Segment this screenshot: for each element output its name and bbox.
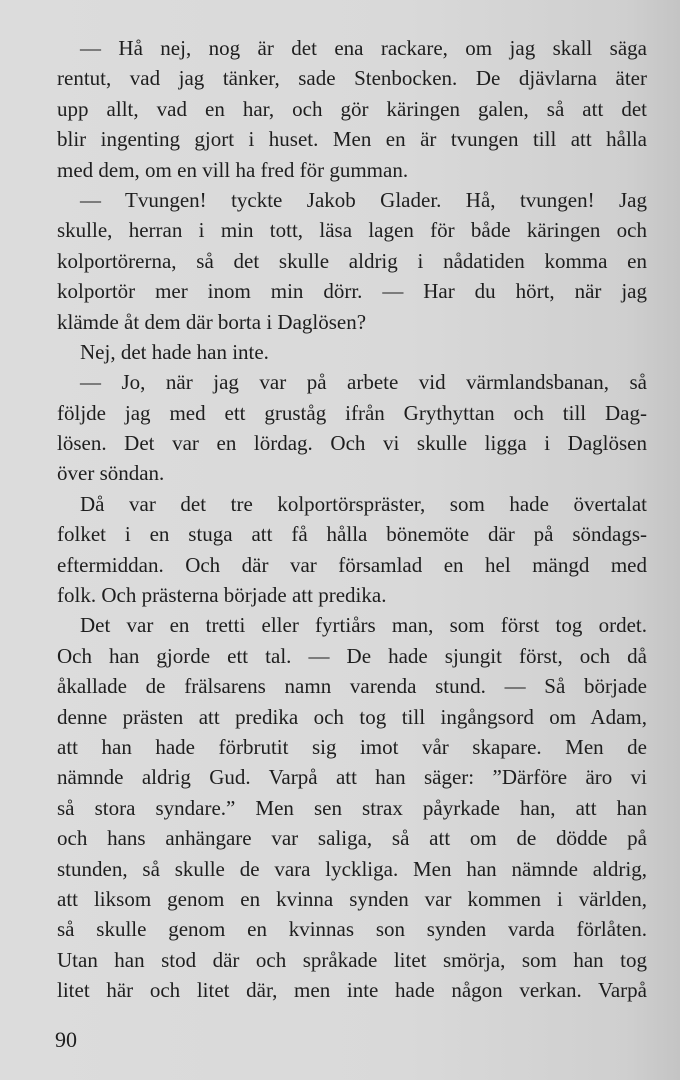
text-line: — Tvungen! tyckte Jakob Glader. Hå, tvungen! Jag (80, 187, 647, 212)
text-line: och hans anhängare var saliga, så att om de dödde på (57, 826, 647, 851)
text-line: lösen. Det var en lördag. Och vi skulle ligga i Daglösen (57, 431, 647, 456)
text-line: upp allt, vad en har, och gör käringen galen, så att det (57, 96, 647, 121)
text-line: eftermiddan. Och där var församlad en hel mängd med (57, 552, 647, 577)
text-line: Och han gjorde ett tal. — De hade sjungit först, och då (57, 643, 647, 668)
text-line: Utan han stod där och språkade litet smörja, som han tog (57, 947, 647, 972)
text-line: folk. Och prästerna började att predika. (57, 583, 387, 608)
text-line: följde jag med ett gruståg ifrån Grythyttan och till Dag- (57, 400, 647, 425)
text-line: — Hå nej, nog är det ena rackare, om jag skall säga (80, 36, 647, 60)
paragraph (57, 33, 647, 185)
page-number: 90 (55, 1027, 77, 1052)
text-line: över söndan. (57, 461, 165, 486)
text-line: rentut, vad jag tänker, sade Stenbocken. De djävlarna äter (57, 66, 647, 91)
text-line: nämnde aldrig Gud. Varpå att han säger: ”Därföre äro vi (57, 765, 647, 790)
text-line: folket i en stuga att få hålla bönemöte där på söndags- (57, 522, 647, 547)
paragraph (57, 337, 647, 367)
text-line: — Jo, när jag var på arbete vid värmlandsbanan, så (80, 370, 647, 395)
text-line: att han hade förbrutit sig imot vår skapare. Men de (57, 734, 647, 759)
paragraph (57, 367, 647, 489)
text-line: denne prästen att predika och tog till ingångsord om Adam, (57, 704, 647, 729)
paragraph (57, 489, 647, 611)
text-line: litet här och litet där, men inte hade någon verkan. Varpå (57, 978, 647, 1003)
text-line: Det var en tretti eller fyrtiårs man, som först tog ordet. (80, 613, 647, 638)
text-line: stunden, så skulle de vara lyckliga. Men han nämnde aldrig, (57, 856, 647, 881)
text-line: med dem, om en vill ha fred för gumman. (57, 157, 409, 182)
text-line: att liksom genom en kvinna synden var kommen i världen, (57, 886, 647, 911)
text-line: skulle, herran i min tott, läsa lagen för både käringen och (57, 218, 647, 243)
text-line: åkallade de frälsarens namn varenda stund. — Så började (57, 674, 647, 699)
text-line: så skulle genom en kvinnas son synden varda förlåten. (57, 917, 647, 942)
page-body-text (57, 33, 647, 1006)
text-line: blir ingenting gjort i huset. Men en är tvungen till att hålla (57, 127, 647, 152)
paragraph (57, 610, 647, 1005)
text-line: Nej, det hade han inte. (80, 339, 269, 364)
text-line: klämde åt dem där borta i Daglösen? (57, 309, 367, 334)
text-line: så stora syndare.” Men sen strax påyrkade han, att han (57, 795, 647, 820)
paragraph (57, 185, 647, 337)
text-line: Då var det tre kolportörspräster, som hade övertalat (80, 491, 647, 516)
text-line: kolportör mer inom min dörr. — Har du hört, när jag (57, 279, 647, 304)
text-line: kolportörerna, så det skulle aldrig i nådatiden komma en (57, 248, 647, 273)
